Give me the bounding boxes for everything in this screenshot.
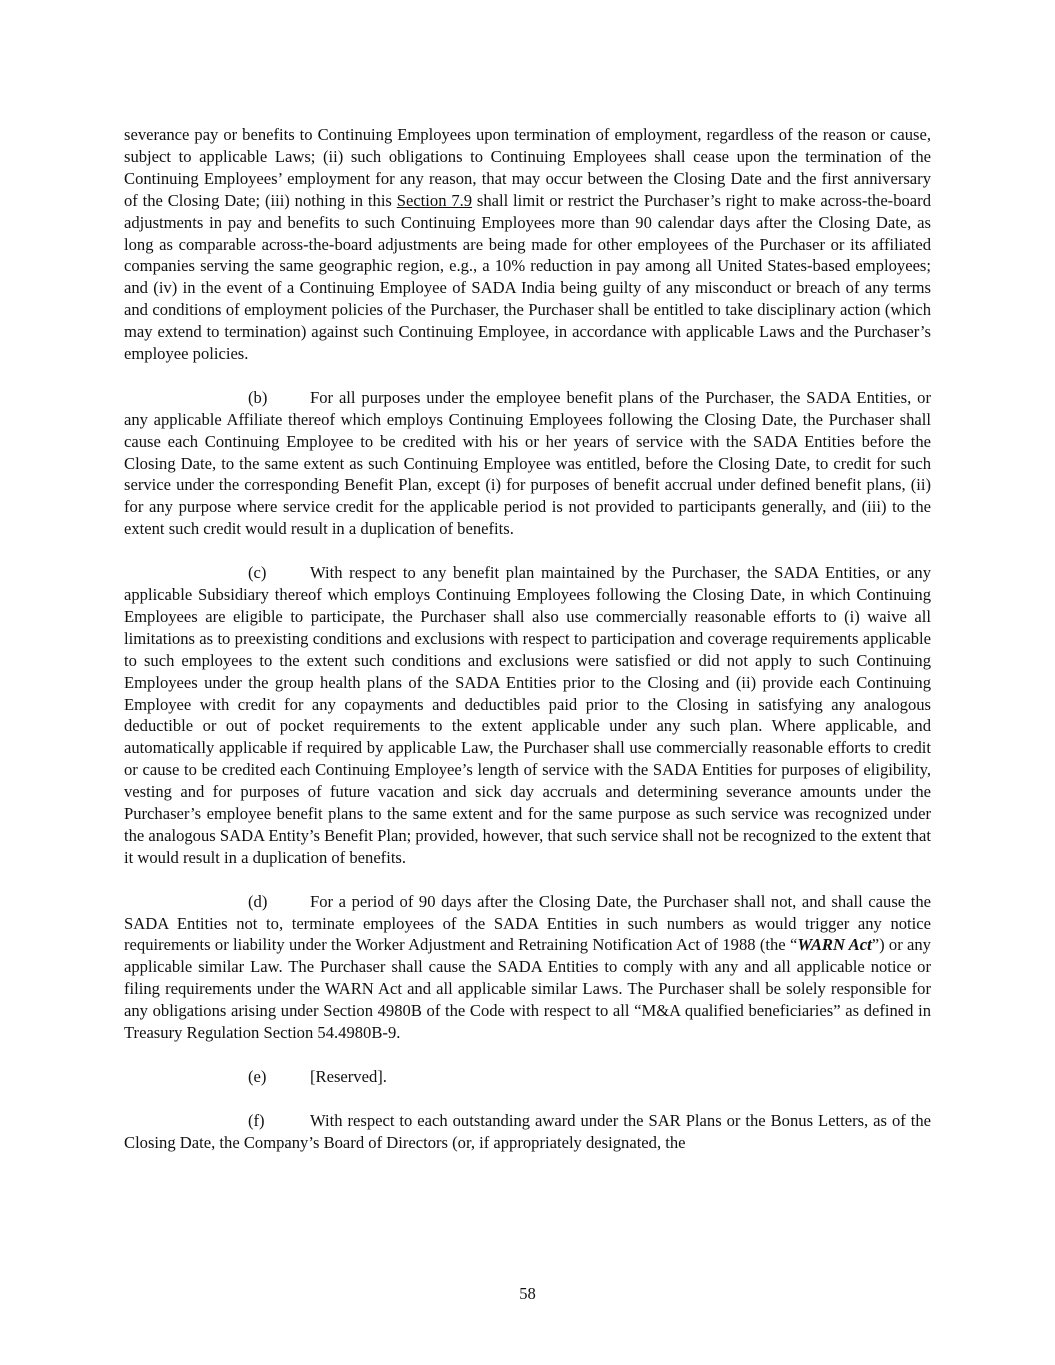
defined-term: WARN Act <box>797 935 872 955</box>
paragraph-text: With respect to each outstanding award under the SAR Plans or the Bonus Letters, as of the Closing Date, the Company’s Board of Directors (or, if appropriately designated, the <box>124 1110 931 1152</box>
paragraph-text: ”) or any applicable similar Law. The Purchaser shall cause the SADA Entities to comply with any and all applicable notice or filing requirements under the WARN Act and all applicable similar Laws. The Purchaser shall be solely responsible for any obligations arising under Section 4980B of the Code with respect to all “M&A qualified beneficiaries” as defined in Treasury Regulation Section 54.4980B-9. <box>124 935 931 1043</box>
paragraph-text: For all purposes under the employee benefit plans of the Purchaser, the SADA Entities, or any applicable Affiliate thereof which employs Continuing Employees following the Closing Date, the Purchaser shall cause each Continuing Employee to be credited with his or her years of service with the SADA Entities before the Closing Date, to the same extent as such Continuing Employee was entitled, before the Closing Date, to credit for such service under the corresponding Benefit Plan, except (i) for purposes of benefit accrual under defined benefit plans, (ii) for any purpose where service credit for the applicable period is not provided to participants generally, and (iii) to the extent such credit would result in a duplication of benefits. <box>124 387 931 539</box>
paragraph-label: (d) <box>248 891 268 911</box>
document-page <box>124 124 931 1175</box>
paragraph-label: (c) <box>248 563 267 583</box>
paragraph-label: (e) <box>248 1066 267 1086</box>
paragraph-b <box>124 387 931 540</box>
paragraph-label: (b) <box>248 387 268 407</box>
paragraph-text: shall limit or restrict the Purchaser’s right to make across-the-board adjustments in pay and benefits to such Continuing Employees more than 90 calendar days after the Closing Date, as long as comparable across-the-board adjustments are being made for other employees of the Purchaser or its affiliated companies serving the same geographic region, e.g., a 10% reduction in pay among all United States-based employees; and (iv) in the event of a Continuing Employee of SADA India being guilty of any misconduct or breach of any terms and conditions of employment policies of the Purchaser, the Purchaser shall be entitled to take disciplinary action (which may extend to termination) against such Continuing Employee, in accordance with applicable Laws and the Purchaser’s employee policies. <box>124 190 931 364</box>
paragraph-c <box>124 562 931 869</box>
paragraph-text: With respect to any benefit plan maintained by the Purchaser, the SADA Entities, or any applicable Subsidiary thereof which employs Continuing Employees following the Closing Date, in which Continuing Employees are eligible to participate, the Purchaser shall also use commercially reasonable efforts to (i) waive all limitations as to preexisting conditions and exclusions with respect to participation and coverage requirements applicable to such employees to the extent such conditions and exclusions were satisfied or did not apply to such Continuing Employees under the group health plans of the SADA Entities prior to the Closing and (ii) provide each Continuing Employee with credit for any copayments and deductibles paid prior to the Closing in satisfying any analogous deductible or out of pocket requirements to the extent applicable under any such plan. Where applicable, and automatically applicable if required by applicable Law, the Purchaser shall use commercially reasonable efforts to credit or cause to be credited each Continuing Employee’s length of service with the SADA Entities for purposes of eligibility, vesting and for purposes of future vacation and sick day accruals and determining severance amounts under the Purchaser’s employee benefit plans to the same extent and for the same purpose as such service was recognized under the analogous SADA Entity’s Benefit Plan; provided, however, that such service shall not be recognized to the extent that it would result in a duplication of benefits. <box>124 563 931 867</box>
paragraph-continuation <box>124 124 931 365</box>
paragraph-text: [Reserved]. <box>310 1066 387 1086</box>
paragraph-e <box>124 1066 931 1088</box>
paragraph-text: For a period of 90 days after the Closing Date, the Purchaser shall not, and shall cause the SADA Entities not to, terminate employees of the SADA Entities in such numbers as would trigger any notice requirements or liability under the Worker Adjustment and Retraining Notification Act of 1988 (the “ <box>124 891 931 955</box>
section-cross-reference: Section 7.9 <box>396 190 473 210</box>
paragraph-label: (f) <box>248 1110 265 1130</box>
paragraph-f <box>124 1110 931 1154</box>
paragraph-text: severance pay or benefits to Continuing Employees upon termination of employment, regardless of the reason or cause, subject to applicable Laws; (ii) such obligations to Continuing Employees shall cease upon the termination of the Continuing Employees’ employment for any reason, that may occur between the Closing Date and the first anniversary of the Closing Date; (iii) nothing in this <box>124 125 931 210</box>
paragraph-d <box>124 891 931 1044</box>
page-number: 58 <box>519 1284 536 1303</box>
